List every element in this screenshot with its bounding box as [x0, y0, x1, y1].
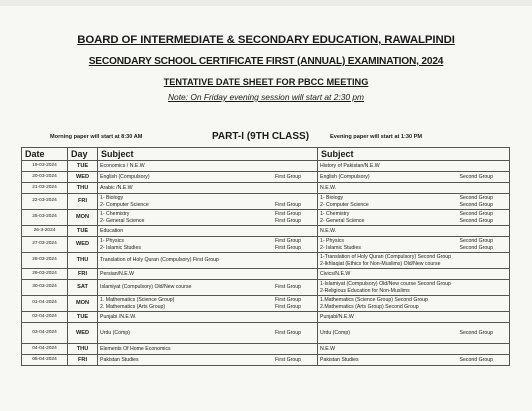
row-morning-subject: [98, 280, 318, 296]
schedule-table: [21, 147, 510, 366]
table-row: [22, 253, 510, 269]
subject-group: Second Group: [459, 244, 493, 251]
subject-name: Islamiyat (Compulsory) Old/New course: [100, 284, 192, 291]
row-date: 26-3-2024: [22, 226, 68, 237]
subject-line: [100, 228, 315, 234]
row-day: SAT: [68, 280, 98, 296]
row-evening-subject: [318, 269, 510, 280]
subject-group: First Group: [275, 284, 301, 291]
subject-group: First Group: [275, 329, 301, 336]
subject-line: [320, 245, 507, 251]
row-evening-subject: [318, 226, 510, 237]
subject-group: [301, 257, 315, 263]
subject-name: 1.Mathematics (Science Group) Second Group: [320, 297, 428, 304]
subject-group: [301, 314, 315, 320]
subject-name: Translation of Holy Quran (Compulsory) First Group: [100, 257, 219, 264]
table-row: [22, 323, 510, 344]
table-header-row: [22, 148, 510, 161]
subject-name: 2- General Science: [100, 217, 145, 224]
subject-line: [320, 218, 507, 224]
subject-line: [100, 185, 315, 191]
row-date: 02-04-2024: [22, 312, 68, 323]
row-date: 22-03-2024: [22, 194, 68, 210]
subject-name: 1- Physics: [100, 238, 124, 245]
subject-line: [100, 284, 315, 290]
subject-group: [493, 185, 507, 191]
subject-group: Second Group: [459, 173, 493, 180]
subject-group: [493, 271, 507, 277]
subject-line: [100, 202, 315, 208]
subject-name: 2- Islamic Studies: [320, 244, 361, 251]
table-row: [22, 269, 510, 280]
table-row: [22, 161, 510, 172]
row-morning-subject: [98, 355, 318, 366]
subject-name: 2- General Science: [320, 217, 365, 224]
subject-line: [100, 174, 315, 180]
subject-name: Pakistan Studies: [100, 356, 139, 363]
subject-name: 2. Mathematics (Arts Group): [100, 303, 166, 310]
subject-name: Urdu (Comp): [320, 329, 350, 336]
subject-name: Economics / N.E.W: [100, 162, 145, 169]
schedule-body: [22, 161, 510, 366]
subject-name: 1. Mathematics (Science Group): [100, 297, 175, 304]
row-date: 25-03-2024: [22, 210, 68, 226]
subject-group: [493, 346, 507, 352]
subject-line: [100, 218, 315, 224]
subject-name: English (Compulsory): [100, 173, 150, 180]
subject-group: [301, 163, 315, 169]
subject-group: First Group: [275, 173, 301, 180]
subject-group: First Group: [275, 303, 301, 310]
subject-line: [320, 185, 507, 191]
subject-line: [100, 314, 315, 320]
subject-name: 2- Computer Science: [320, 201, 369, 208]
row-morning-subject: [98, 194, 318, 210]
row-evening-subject: [318, 237, 510, 253]
row-day: FRI: [68, 269, 98, 280]
row-morning-subject: [98, 253, 318, 269]
row-day: MON: [68, 210, 98, 226]
subject-group: First Group: [275, 244, 301, 251]
subject-name: Punjabi/N.E.W: [320, 313, 354, 320]
subject-group: Second Group: [459, 211, 493, 218]
subject-group: [493, 304, 507, 310]
row-morning-subject: [98, 269, 318, 280]
subject-name: Arabic /N.E.W: [100, 184, 133, 191]
subject-name: Persian/N.E.W: [100, 270, 135, 277]
subject-group: [301, 185, 315, 191]
subject-line: [320, 357, 507, 363]
row-date: 19-03-2024: [22, 161, 68, 172]
row-evening-subject: [318, 355, 510, 366]
subject-name: N.E.W: [320, 345, 335, 352]
subject-name: Education: [100, 227, 124, 234]
subject-line: [320, 163, 507, 169]
row-date: 21-03-2024: [22, 183, 68, 194]
subject-name: History of Pakistan/N.E.W: [320, 162, 380, 169]
row-day: FRI: [68, 194, 98, 210]
col-subject-morning: Subject: [98, 148, 318, 161]
subject-line: [100, 304, 315, 310]
row-evening-subject: [318, 183, 510, 194]
row-date: 20-03-2024: [22, 172, 68, 183]
subject-name: 1- Biology: [100, 195, 124, 202]
table-row: [22, 172, 510, 183]
row-evening-subject: [318, 194, 510, 210]
row-day: TUE: [68, 226, 98, 237]
row-evening-subject: [318, 172, 510, 183]
subject-line: [320, 288, 507, 294]
table-row: [22, 280, 510, 296]
subject-name: 1- Chemistry: [100, 211, 130, 218]
subject-group: Second Group: [459, 217, 493, 224]
subject-group: [493, 314, 507, 320]
table-row: [22, 226, 510, 237]
row-date: 05-04-2024: [22, 355, 68, 366]
table-row: [22, 237, 510, 253]
row-evening-subject: [318, 323, 510, 344]
subject-group: First Group: [275, 211, 301, 218]
subject-group: [493, 261, 507, 267]
subject-group: First Group: [275, 217, 301, 224]
subject-name: 2- Computer Science: [100, 201, 149, 208]
subject-name: 1-Islamiyat (Compulsory) Old/New course Second Group: [320, 281, 451, 288]
subject-line: [320, 346, 507, 352]
row-date: 30-03-2024: [22, 280, 68, 296]
row-day: WED: [68, 323, 98, 344]
subject-name: Elements Of Home Economics: [100, 345, 171, 352]
subject-name: English (Compulsory): [320, 173, 370, 180]
subject-line: [320, 261, 507, 267]
evening-time-note: Evening paper will start at 1:30 PM: [330, 134, 423, 140]
subject-line: [100, 163, 315, 169]
table-row: [22, 355, 510, 366]
subject-line: [100, 271, 315, 277]
subject-name: Urdu (Comp): [100, 329, 130, 336]
subject-name: 2-Ikhlaqiat (Ethics for Non-Muslims) Old/New course: [320, 260, 441, 267]
row-date: 29-03-2024: [22, 269, 68, 280]
subject-line: [100, 257, 315, 263]
table-row: [22, 210, 510, 226]
table-row: [22, 183, 510, 194]
subject-name: 1- Chemistry: [320, 211, 350, 218]
subject-group: [301, 228, 315, 234]
subject-name: 2-Religious Education for Non-Muslims: [320, 287, 410, 294]
row-morning-subject: [98, 161, 318, 172]
subject-name: Punjabi /N.E.W.: [100, 313, 137, 320]
subject-line: [320, 304, 507, 310]
board-title: BOARD OF INTERMEDIATE & SECONDARY EDUCATION, RAWALPINDI: [77, 34, 455, 46]
row-day: WED: [68, 237, 98, 253]
subject-name: 1- Physics: [320, 238, 344, 245]
row-day: FRI: [68, 355, 98, 366]
subject-group: First Group: [275, 201, 301, 208]
subject-group: First Group: [275, 356, 301, 363]
row-morning-subject: [98, 172, 318, 183]
subject-name: 1-Translation of Holy Quran (Compulsory) Second Group: [320, 254, 451, 261]
row-day: THU: [68, 344, 98, 355]
subject-group: [493, 288, 507, 294]
subject-line: [320, 314, 507, 320]
subject-name: N.E.W.: [320, 184, 337, 191]
table-row: [22, 194, 510, 210]
row-date: 03-04-2024: [22, 323, 68, 344]
subject-line: [100, 245, 315, 251]
subject-line: [320, 228, 507, 234]
subject-line: [100, 357, 315, 363]
morning-time-note: Morning paper will start at 8:30 AM: [50, 134, 143, 140]
subject-line: [320, 202, 507, 208]
row-morning-subject: [98, 344, 318, 355]
subject-group: [301, 346, 315, 352]
subject-name: Pakistan Studies: [320, 356, 359, 363]
col-date: Date: [22, 148, 68, 161]
col-day: Day: [68, 148, 98, 161]
row-day: MON: [68, 296, 98, 312]
row-evening-subject: [318, 312, 510, 323]
subject-group: Second Group: [459, 238, 493, 245]
part-title: PART-I (9TH CLASS): [212, 131, 310, 142]
table-row: [22, 296, 510, 312]
subject-line: [320, 271, 507, 277]
row-morning-subject: [98, 210, 318, 226]
row-evening-subject: [318, 344, 510, 355]
subject-group: First Group: [275, 297, 301, 304]
subject-line: [320, 330, 507, 336]
subject-line: [100, 346, 315, 352]
table-row: [22, 312, 510, 323]
row-day: THU: [68, 253, 98, 269]
subject-name: 2- Islamic Studies: [100, 244, 141, 251]
subject-name: Civics/N.E.W: [320, 270, 351, 277]
row-morning-subject: [98, 237, 318, 253]
row-morning-subject: [98, 312, 318, 323]
subject-group: First Group: [275, 238, 301, 245]
row-morning-subject: [98, 323, 318, 344]
col-subject-evening: Subject: [318, 148, 510, 161]
row-date: 28-03-2024: [22, 253, 68, 269]
row-morning-subject: [98, 296, 318, 312]
row-day: THU: [68, 183, 98, 194]
row-evening-subject: [318, 296, 510, 312]
subject-group: Second Group: [459, 201, 493, 208]
sheet-title: TENTATIVE DATE SHEET FOR PBCC MEETING: [163, 77, 369, 87]
subject-name: 2.Mathematics (Arts Group) Second Group: [320, 303, 419, 310]
row-evening-subject: [318, 210, 510, 226]
row-day: TUE: [68, 161, 98, 172]
row-evening-subject: [318, 280, 510, 296]
subject-name: N.E.W.: [320, 227, 337, 234]
row-evening-subject: [318, 161, 510, 172]
subject-group: [493, 163, 507, 169]
subject-group: [301, 271, 315, 277]
row-morning-subject: [98, 183, 318, 194]
row-day: WED: [68, 172, 98, 183]
row-evening-subject: [318, 253, 510, 269]
subject-group: [493, 228, 507, 234]
date-sheet-page: [0, 6, 532, 411]
row-morning-subject: [98, 226, 318, 237]
row-date: 04-04-2024: [22, 344, 68, 355]
row-day: TUE: [68, 312, 98, 323]
subject-group: Second Group: [459, 195, 493, 202]
subject-name: 1- Biology: [320, 195, 344, 202]
row-date: 01-04-2024: [22, 296, 68, 312]
subject-group: Second Group: [459, 329, 493, 336]
subject-line: [320, 174, 507, 180]
friday-note: Note: On Friday evening session will start at 2:30 pm: [168, 92, 364, 102]
subject-line: [100, 330, 315, 336]
subject-group: Second Group: [459, 356, 493, 363]
exam-title: SECONDARY SCHOOL CERTIFICATE FIRST (ANNUAL) EXAMINATION, 2024: [88, 56, 444, 67]
row-date: 27-03-2024: [22, 237, 68, 253]
table-row: [22, 344, 510, 355]
